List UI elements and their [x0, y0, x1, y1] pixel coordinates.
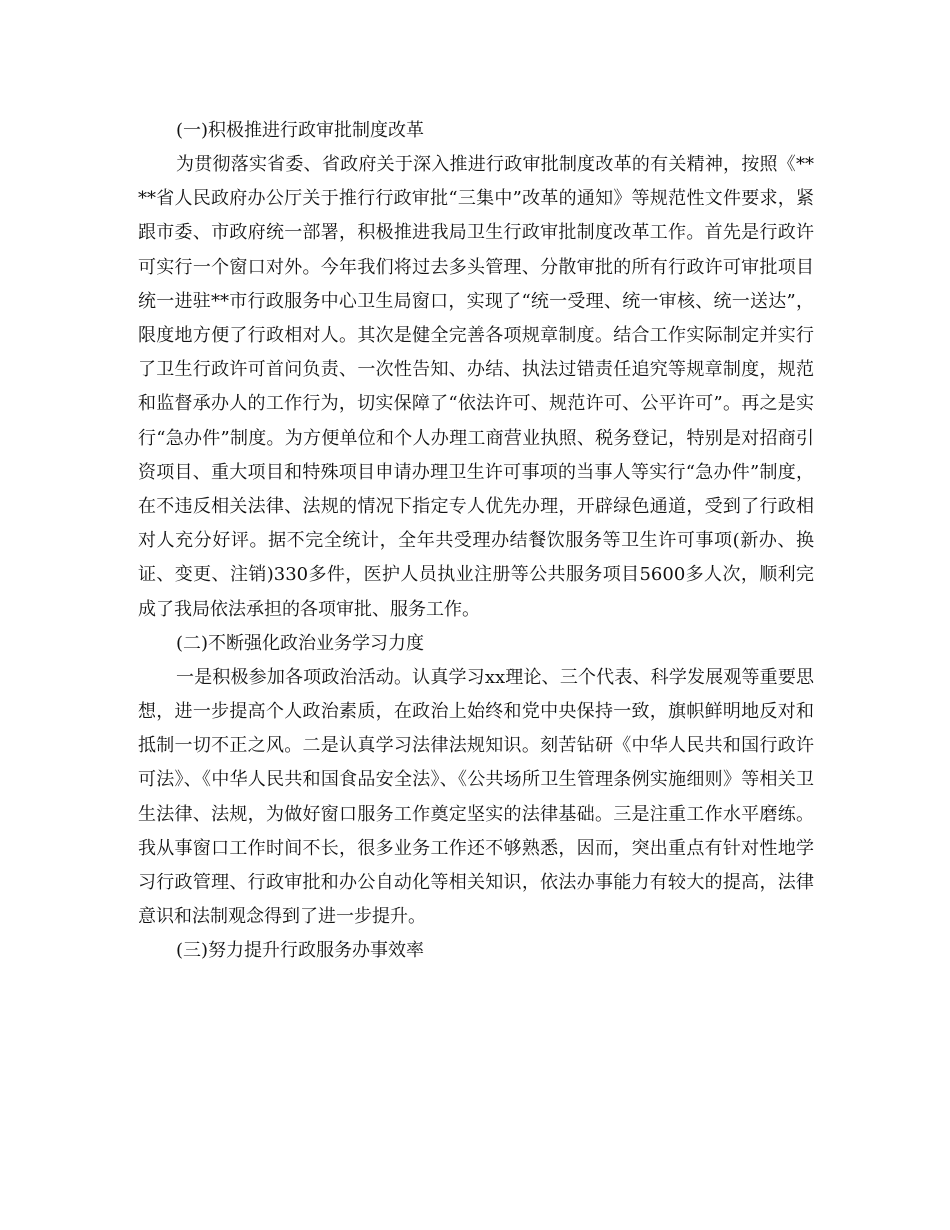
section-1 [138, 114, 814, 627]
section-heading: (二)不断强化政治业务学习力度 [176, 632, 425, 654]
section-heading: (一)积极推进行政审批制度改革 [176, 120, 425, 141]
section-body: 一是积极参加各项政治活动。认真学习xx理论、三个代表、科学发展观等重要思想，进一步提高个人政治素质，在政治上始终和党中央保持一致，旗帜鲜明地反对和抵制一切不正之风。二是认真学习法律法规知识。刻苦钻研《中华人民共和国行政许可法》、《中华人民共和国食品安全法》、《公共场所卫生管理条例实施细则》等相关卫生法律、法规，为做好窗口服务工作奠定坚实的法律基础。三是注重工作水平磨练。我从事窗口工作时间不长，很多业务工作还不够熟悉，因而，突出重点有针对性地学习行政管理、行政审批和办公自动化等相关知识，依法办事能力有较大的提高，法律意识和法制观念得到了进一步提升。 [138, 666, 814, 928]
section-3 [138, 934, 814, 968]
section-body: 为贯彻落实省委、省政府关于深入推进行政审批制度改革的有关精神，按照《****省人民政府办公厅关于推行行政审批“三集中”改革的通知》等规范性文件要求，紧跟市委、市政府统一部署，积极推进我局卫生行政审批制度改革工作。首先是行政许可实行一个窗口对外。今年我们将过去多头管理、分散审批的所有行政许可审批项目统一进驻**市行政服务中心卫生局窗口，实现了“统一受理、统一审核、统一送达”，限度地方便了行政相对人。其次是健全完善各项规章制度。结合工作实际制定并实行了卫生行政许可首问负责、一次性告知、办结、执法过错责任追究等规章制度，规范和监督承办人的工作行为，切实保障了“依法许可、规范许可、公平许可”。再之是实行“急办件”制度。为方便单位和个人办理工商营业执照、税务登记，特别是对招商引资项目、重大项目和特殊项目申请办理卫生许可事项的当事人等实行“急办件”制度，在不违反相关法律、法规的情况下指定专人优先办理，开辟绿色通道，受到了行政相对人充分好评。据不完全统计，全年共受理办结餐饮服务等卫生许可事项(新办、换证、变更、注销)330多件，医护人员执业注册等公共服务项目5600多人次，顺利完成了我局依法承担的各项审批、服务工作。 [138, 154, 814, 620]
section-2 [138, 627, 814, 935]
section-heading: (三)努力提升行政服务办事效率 [176, 940, 425, 962]
